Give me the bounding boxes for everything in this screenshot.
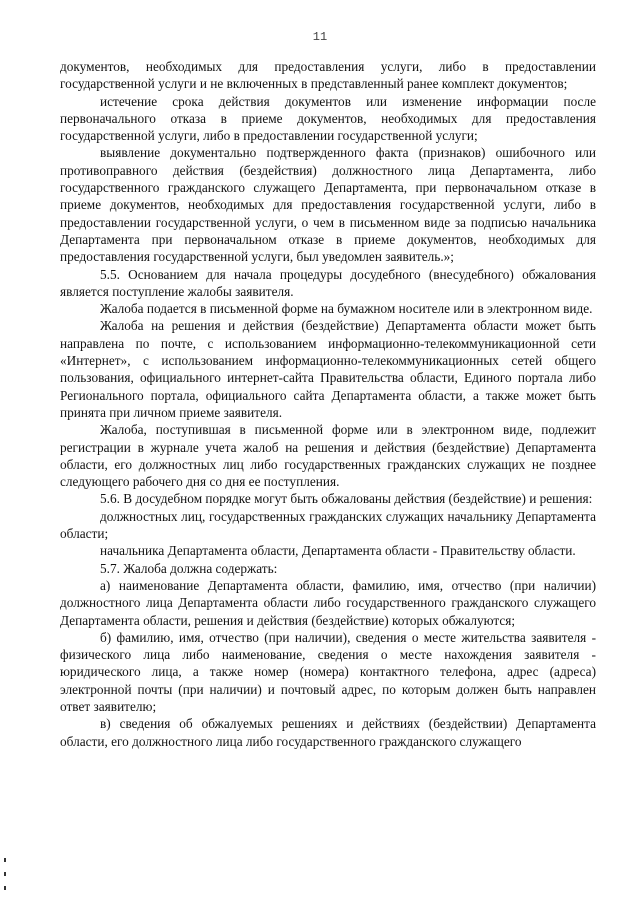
paragraph-5-7: 5.7. Жалоба должна содержать: (100, 560, 278, 576)
paragraph-5-6: 5.6. В досудебном порядке могут быть обжалованы действия (бездействие) и решения: (100, 491, 593, 507)
paragraph-continuation: документов, необходимых для предоставления услуги, либо в предоставлении государственной услуги и не включенных в представленный ранее комплект документов; (60, 59, 596, 92)
paragraph-complaint-channels: Жалоба на решения и действия (бездействие) Департамента области может быть направлена по почте, с использованием информационно-телекоммуникационной сети «Интернет», с использованием информационно-телекоммуникационных сетей общего пользования, официального интернет-сайта Правительства области, Единого портала либо Регионального портала, официального сайта Департамента области, а также может быть принята при личном приеме заявителя. (60, 318, 596, 420)
scan-edge-mark (4, 886, 6, 890)
paragraph-complaint-form: Жалоба подается в письменной форме на бумажном носителе или в электронном виде. (100, 301, 593, 317)
paragraph-appeal-officials: должностных лиц, государственных гражданских служащих начальнику Департамента области; (60, 508, 596, 542)
paragraph-item-b: б) фамилию, имя, отчество (при наличии), сведения о месте жительства заявителя - физического лица либо наименование, сведения о месте нахождения заявителя - юридического лица, а также номер (номера) контактного телефона, адрес (адреса) электронной почты (при наличии) и почтовый адрес, по которым должен быть направлен ответ заявителю; (60, 629, 596, 714)
document-body (60, 58, 596, 750)
paragraph-complaint-registration: Жалоба, поступившая в письменной форме или в электронном виде, подлежит регистрации в журнале учета жалоб на решения и действия (бездействие) Департамента области, его должностных лиц либо государственных гражданских служащих не позднее следующего рабочего дня со дня ее поступления. (60, 422, 596, 490)
scan-edge-mark (4, 858, 6, 862)
paragraph-error-detection: выявление документально подтвержденного факта (признаков) ошибочного или противоправного действия (бездействия) должностного лица Департамента, либо государственного гражданского служащего Департамента, при первоначальном отказе в приеме документов, необходимых для предоставления государственной услуги, либо в предоставлении государственной услуги, о чем в письменном виде за подписью начальника Департамента при первоначальном отказе в приеме документов, необходимых для предоставления государственной услуги, был уведомлен заявитель.»; (60, 145, 596, 265)
paragraph-expiry: истечение срока действия документов или изменение информации после первоначального отказа в приеме документов, необходимых для предоставления государственной услуги, либо в предоставлении государственной услуги; (60, 93, 596, 144)
page-number: 11 (312, 30, 328, 44)
paragraph-5-5: 5.5. Основанием для начала процедуры досудебного (внесудебного) обжалования является поступление жалобы заявителя. (60, 266, 596, 299)
paragraph-item-a: а) наименование Департамента области, фамилию, имя, отчество (при наличии) должностного лица Департамента области либо государственного гражданского служащего Департамента области, решения и действия (бездействие) которых обжалуются; (60, 577, 596, 628)
scan-edge-mark (4, 872, 6, 876)
paragraph-appeal-head: начальника Департамента области, Департамента области - Правительству области. (100, 543, 576, 559)
paragraph-item-v: в) сведения об обжалуемых решениях и действиях (бездействии) Департамента области, его должностного лица либо государственного гражданского служащего (60, 716, 596, 749)
